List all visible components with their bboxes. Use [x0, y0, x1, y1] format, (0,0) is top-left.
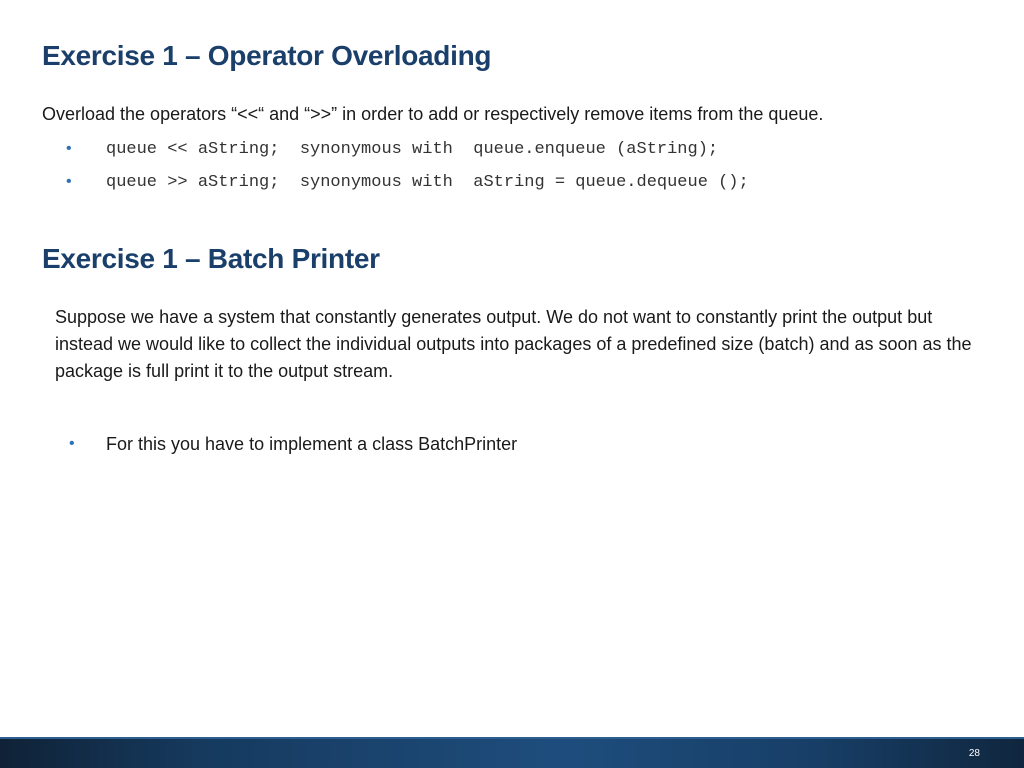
list-item	[69, 431, 517, 457]
code-line-dequeue: queue >> aString; synonymous with aString = queue.dequeue ();	[106, 173, 749, 192]
task-bullet-list	[69, 431, 517, 457]
page-number: 28	[968, 748, 980, 759]
code-line-enqueue: queue << aString; synonymous with queue.enqueue (aString);	[106, 140, 719, 159]
task-text: For this you have to implement a class BatchPrinter	[106, 434, 518, 454]
intro-text: Overload the operators “<<“ and “>>” in order to add or respectively remove items from the queue.	[42, 104, 824, 124]
section-title-operator-overloading: Exercise 1 – Operator Overloading	[42, 40, 492, 71]
list-item	[66, 171, 749, 204]
batch-printer-description: Suppose we have a system that constantly generates output. We do not want to constantly print the output but instead we would like to collect the individual outputs into packages of a predefined size (batch) and as soon as the package is full print it to the output stream.	[55, 307, 972, 381]
bullet-icon: •	[66, 140, 72, 157]
bullet-icon: •	[69, 435, 75, 452]
section-title-batch-printer: Exercise 1 – Batch Printer	[42, 243, 380, 274]
code-bullet-list	[66, 138, 749, 204]
bullet-icon: •	[66, 173, 72, 190]
list-item	[66, 138, 749, 171]
footer-band	[0, 737, 1024, 768]
